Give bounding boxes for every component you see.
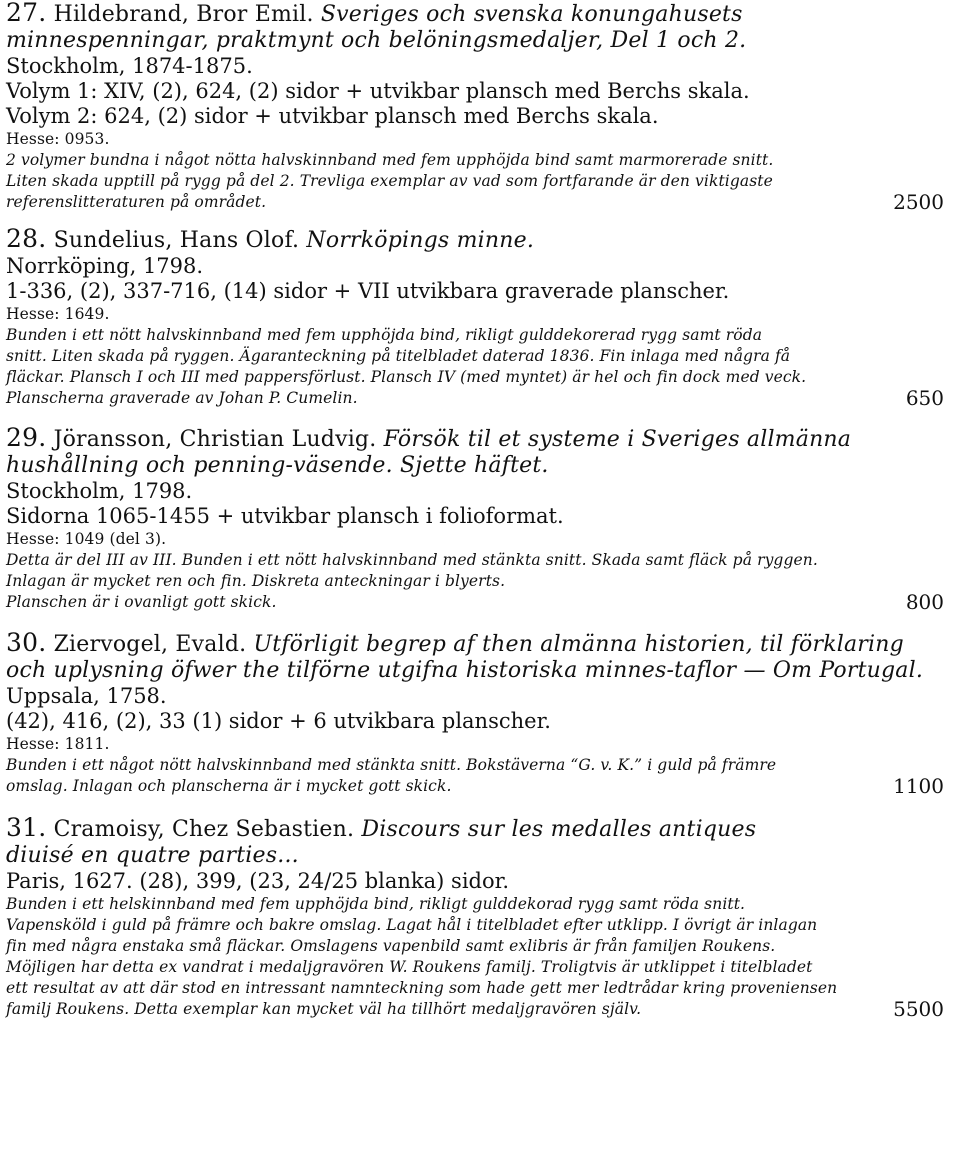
entry-number: 31. (6, 813, 47, 842)
catalogue-entry-29 (6, 425, 944, 613)
entry-title: hushållning och penning-väsende. Sjette häftet. (6, 453, 549, 478)
description-line: Möjligen har detta ex vandrat i medaljgravören W. Roukens familj. Troligtvis är utklippet i titelbladet (6, 958, 813, 976)
description-line: snitt. Liten skada på ryggen. Ägaranteckning på titelbladet daterad 1836. Fin inlaga med några få (6, 347, 791, 365)
description-line: Detta är del III av III. Bunden i ett nött halvskinnband med stänkta snitt. Skada samt fläck på ryggen. (6, 551, 818, 569)
publication-line: Paris, 1627. (28), 399, (23, 24/25 blanka) sidor. (6, 869, 510, 893)
entry-title: diuisé en quatre parties... (6, 843, 299, 868)
hesse-reference: Hesse: 0953. (6, 130, 110, 148)
price: 2500 (893, 190, 944, 214)
price: 650 (905, 386, 944, 410)
publication-line: Volym 2: 624, (2) sidor + utvikbar plansch med Berchs skala. (6, 104, 659, 128)
description-line: Planschen är i ovanligt gott skick. (6, 593, 277, 611)
entry-title: Discours sur les medalles antiques (361, 817, 757, 842)
entry-title: Utförligit begrep af then almänna historien, til förklaring (253, 632, 904, 657)
description-line: Bunden i ett nött halvskinnband med fem upphöjda bind, rikligt gulddekorerad rygg samt röda (6, 326, 763, 344)
description-line: Liten skada upptill på rygg på del 2. Trevliga exemplar av vad som fortfarande är den viktigaste (6, 172, 773, 190)
hesse-reference: Hesse: 1049 (del 3). (6, 530, 167, 548)
hesse-reference: Hesse: 1811. (6, 735, 110, 753)
entry-heading (6, 815, 944, 869)
catalogue-entry-31 (6, 815, 944, 1020)
entry-number: 30. (6, 628, 47, 657)
entry-title: minnespenningar, praktmynt och belöningsmedaljer, Del 1 och 2. (6, 28, 747, 53)
catalogue-entry-27 (6, 0, 944, 213)
price: 1100 (893, 774, 944, 798)
description-line: 2 volymer bundna i något nötta halvskinnband med fem upphöjda bind samt marmorerade snitt. (6, 151, 774, 169)
description-line: fin med några enstaka små fläckar. Omslagens vapenbild samt exlibris är från familjen Roukens. (6, 937, 776, 955)
entry-author: Cramoisy, Chez Sebastien. (53, 817, 355, 842)
publication-line: (42), 416, (2), 33 (1) sidor + 6 utvikbara planscher. (6, 709, 551, 733)
description-line: Bunden i ett något nött halvskinnband med stänkta snitt. Bokstäverna “G. v. K.” i guld på främre (6, 756, 777, 774)
publication-line: Volym 1: XIV, (2), 624, (2) sidor + utvikbar plansch med Berchs skala. (6, 79, 750, 103)
description-line: Inlagan är mycket ren och fin. Diskreta anteckningar i blyerts. (6, 572, 506, 590)
entry-number: 28. (6, 224, 47, 253)
entry-title: Försök til et systeme i Sveriges allmänna (383, 427, 852, 452)
description-line: Planscherna graverade av Johan P. Cumelin. (6, 389, 358, 407)
description-line: ett resultat av att där stod en intressant namnteckning som hade gett mer ledtrådar kring proveniensen (6, 979, 838, 997)
publication-line: Stockholm, 1798. (6, 479, 193, 503)
description-line: omslag. Inlagan och planscherna är i mycket gott skick. (6, 777, 452, 795)
description-line: familj Roukens. Detta exemplar kan mycket väl ha tillhört medaljgravören själv. (6, 1000, 642, 1018)
price: 800 (905, 590, 944, 614)
description-line: Bunden i ett helskinnband med fem upphöjda bind, rikligt gulddekorad rygg samt röda snitt. (6, 895, 746, 913)
publication-line: Norrköping, 1798. (6, 254, 204, 278)
publication-line: 1-336, (2), 337-716, (14) sidor + VII utvikbara graverade planscher. (6, 279, 730, 303)
entry-title: Norrköpings minne. (306, 228, 535, 253)
publication-line: Sidorna 1065-1455 + utvikbar plansch i folioformat. (6, 504, 564, 528)
entry-author: Ziervogel, Evald. (53, 632, 247, 657)
hesse-reference: Hesse: 1649. (6, 305, 110, 323)
entry-heading (6, 630, 944, 684)
description-line: Vapensköld i guld på främre och bakre omslag. Lagat hål i titelbladet efter utklipp. I övrigt är inlagan (6, 916, 818, 934)
publication-line: Uppsala, 1758. (6, 684, 167, 708)
entry-author: Jöransson, Christian Ludvig. (53, 427, 377, 452)
price: 5500 (893, 997, 944, 1021)
entry-heading (6, 425, 944, 479)
publication-line: Stockholm, 1874-1875. (6, 54, 253, 78)
entry-title: Sveriges och svenska konungahusets (320, 2, 743, 27)
catalogue-page (6, 0, 944, 1020)
entry-number: 29. (6, 423, 47, 452)
description-line: fläckar. Plansch I och III med pappersförlust. Plansch IV (med myntet) är hel och fin dock med veck. (6, 368, 807, 386)
entry-author: Sundelius, Hans Olof. (53, 228, 300, 253)
entry-number: 27. (6, 0, 47, 27)
entry-heading (6, 0, 944, 54)
entry-author: Hildebrand, Bror Emil. (53, 2, 314, 27)
catalogue-entry-30 (6, 630, 944, 797)
entry-title: och uplysning öfwer the tilförne utgifna historiska minnes-taflor — Om Portugal. (6, 658, 924, 683)
catalogue-entry-28 (6, 226, 944, 409)
description-line: referenslitteraturen på området. (6, 193, 267, 211)
entry-heading (6, 226, 944, 254)
